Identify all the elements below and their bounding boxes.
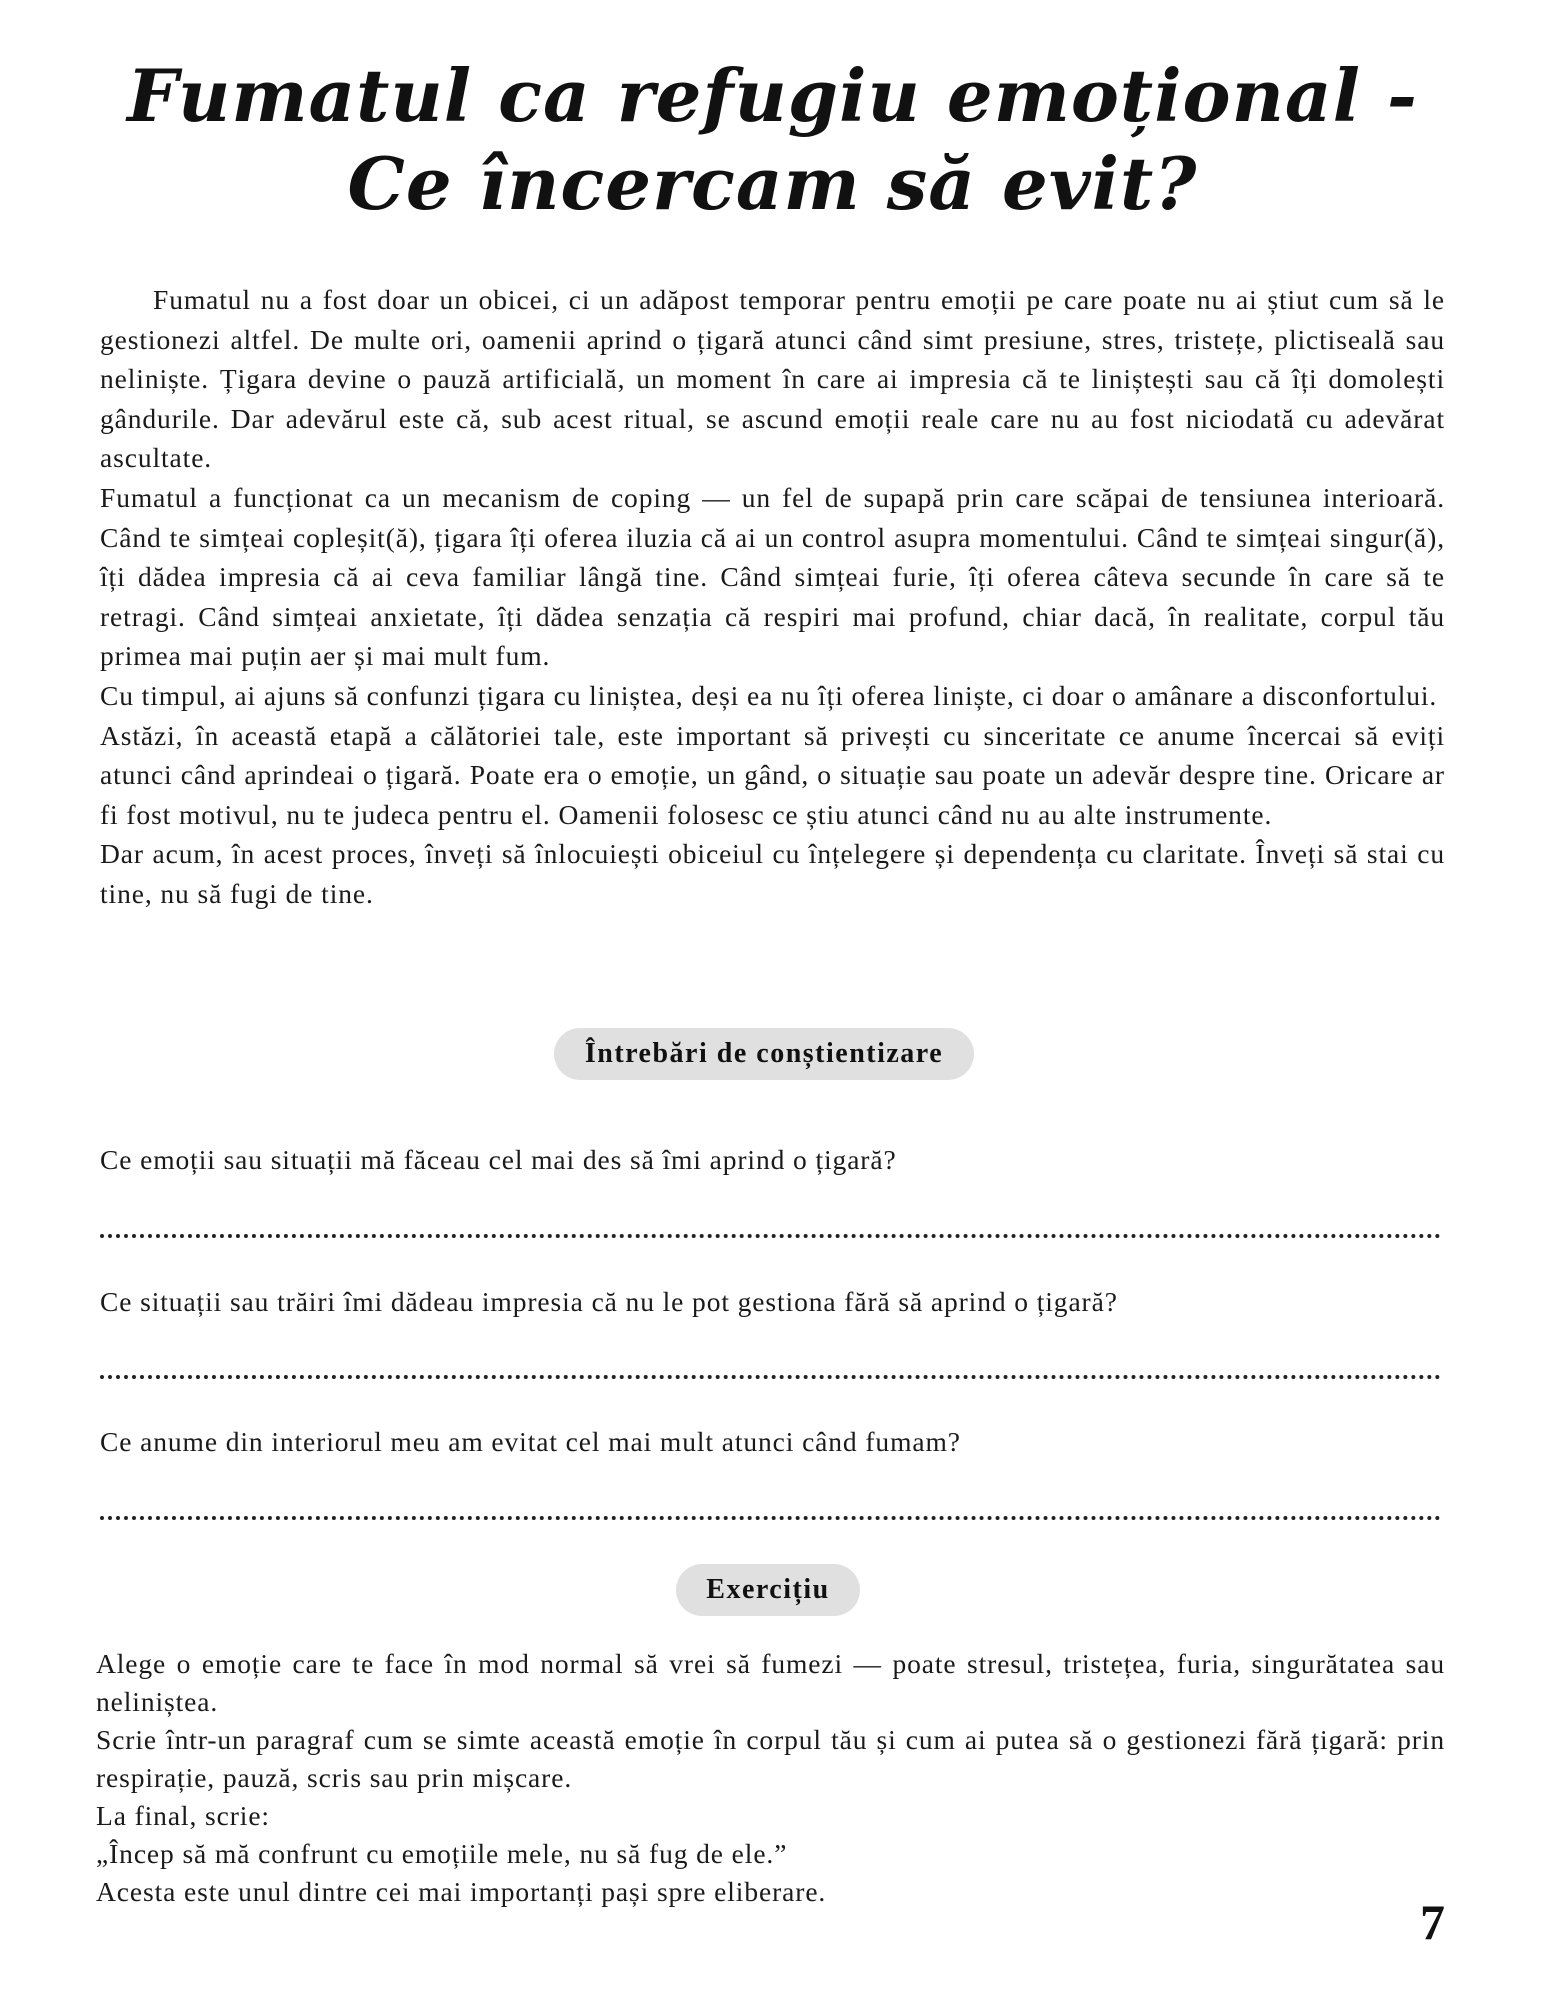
- exercise-text: [96, 1645, 1445, 1911]
- exercise-line: La final, scrie:: [96, 1800, 270, 1831]
- intro-paragraph: Fumatul nu a fost doar un obicei, ci un adăpost temporar pentru emoții pe care poate nu ai știut cum să le gestionezi altfel. De multe ori, oamenii aprind o țigară atunci când simt presiune, stres, tristețe, plictiseală sau neliniște. Țigara devine o pauză artificială, un moment în care ai impresia că te liniștești sau că îți domolești gândurile. Dar adevărul este că, sub acest ritual, se ascund emoții reale care nu au fost niciodată cu adevărat ascultate.: [100, 284, 1445, 474]
- questions-heading: Întrebări de conștientizare: [554, 1028, 974, 1080]
- exercise-quote: „Încep să mă confrunt cu emoțiile mele, nu să fug de ele.”: [96, 1838, 788, 1869]
- intro-text: [100, 280, 1445, 914]
- answer-line-3[interactable]: [100, 1516, 1441, 1520]
- answer-line-2[interactable]: [100, 1375, 1441, 1379]
- exercise-line: Scrie într-un paragraf cum se simte această emoție în corpul tău și cum ai putea să o gestionezi fără țigară: prin respirație, pauză, scris sau prin mișcare.: [96, 1724, 1445, 1793]
- page-title: Fumatul ca refugiu emoțional - Ce încercam să evit?: [127, 53, 1418, 226]
- question-1: Ce emoții sau situații mă făceau cel mai des să îmi aprind o țigară?: [100, 1144, 897, 1175]
- exercise-line: Alege o emoție care te face în mod normal să vrei să fumezi — poate stresul, tristețea, furia, singurătatea sau neliniștea.: [96, 1648, 1445, 1717]
- page-number: 7: [1420, 1894, 1445, 1950]
- question-3: Ce anume din interiorul meu am evitat cel mai mult atunci când fumam?: [100, 1426, 961, 1457]
- question-2: Ce situații sau trăiri îmi dădeau impresia că nu le pot gestiona fără să aprind o țigară?: [100, 1286, 1118, 1317]
- exercise-heading: Exercițiu: [676, 1564, 860, 1616]
- intro-paragraph: Dar acum, în acest proces, înveți să înlocuiești obiceiul cu înțelegere și dependența cu claritate. Înveți să stai cu tine, nu să fugi de tine.: [100, 838, 1445, 909]
- exercise-line: Acesta este unul dintre cei mai importanți pași spre eliberare.: [96, 1876, 827, 1907]
- intro-paragraph: Fumatul a funcționat ca un mecanism de coping — un fel de supapă prin care scăpai de tensiunea interioară. Când te simțeai copleșit(ă), țigara îți oferea iluzia că ai un control asupra momentului. Când te simțeai singur(ă), îți dădea impresia că ai ceva familiar lângă tine. Când simțeai furie, îți oferea câteva secunde în care să te retragi. Când simțeai anxietate, îți dădea senzația că respiri mai profund, chiar dacă, în realitate, corpul tău primea mai puțin aer și mai mult fum.: [100, 481, 1445, 672]
- intro-paragraph: Astăzi, în această etapă a călătoriei tale, este important să privești cu sinceritate ce anume încercai să eviți atunci când aprindeai o țigară. Poate era o emoție, un gând, o situație sau poate un adevăr despre tine. Oricare ar fi fost motivul, nu te judeca pentru el. Oamenii folosesc ce știu atunci când nu au alte instrumente.: [100, 719, 1445, 830]
- answer-line-1[interactable]: [100, 1234, 1441, 1238]
- intro-paragraph: Cu timpul, ai ajuns să confunzi țigara cu liniștea, deși ea nu îți oferea liniște, ci doar o amânare a disconfortului.: [100, 679, 1438, 711]
